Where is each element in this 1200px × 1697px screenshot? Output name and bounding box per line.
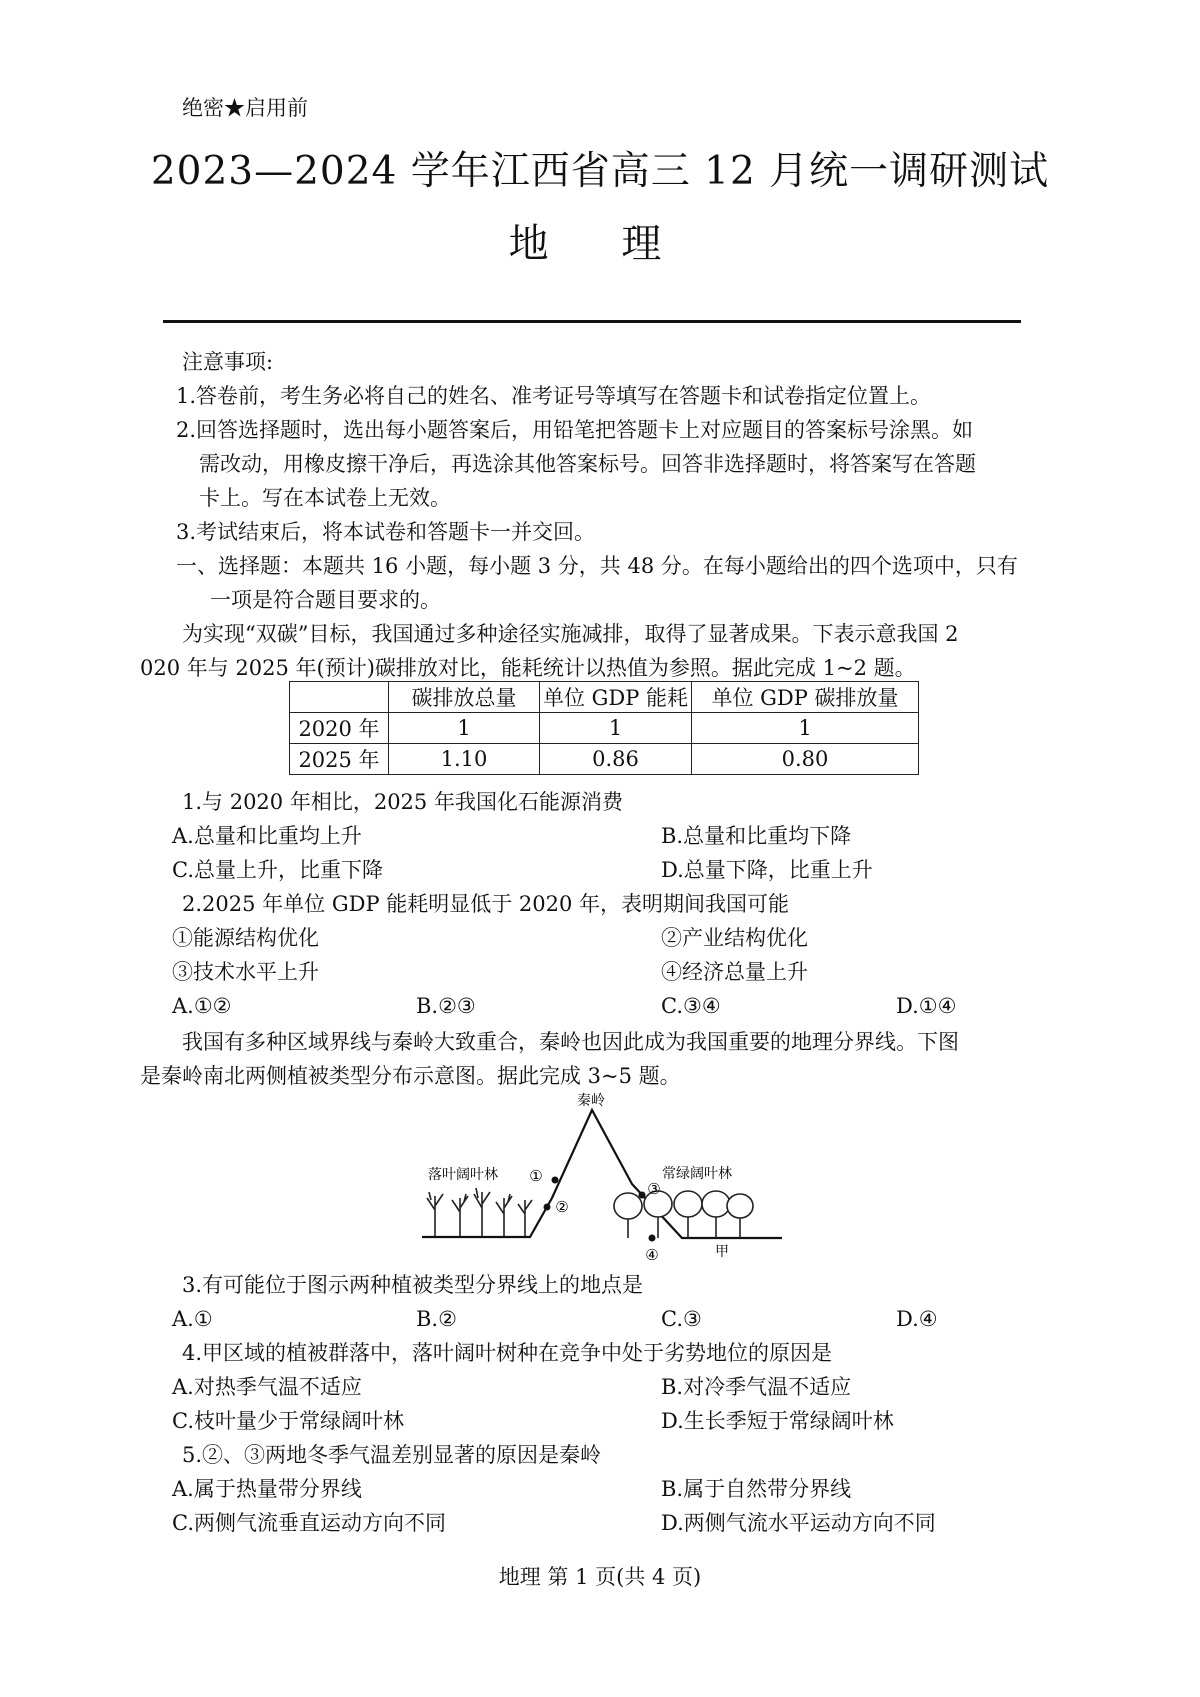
question-1-option-a[interactable]: A.总量和比重均上升 xyxy=(172,824,362,848)
intro-2-line1: 我国有多种区域界线与秦岭大致重合，秦岭也因此成为我国重要的地理分界线。下图 xyxy=(182,1030,959,1054)
question-1-option-d[interactable]: D.总量下降，比重上升 xyxy=(661,858,873,882)
question-3-option-c[interactable]: C.③ xyxy=(661,1307,702,1331)
title-divider xyxy=(163,320,1021,323)
question-2-statement-2: ②产业结构优化 xyxy=(661,926,808,950)
evergreen-trees-icon xyxy=(614,1191,753,1238)
question-3-stem: 3.有可能位于图示两种植被类型分界线上的地点是 xyxy=(182,1273,644,1297)
table-cell: 2020 年 xyxy=(290,713,389,744)
zone-jia-label: 甲 xyxy=(715,1244,729,1260)
question-5-stem: 5.②、③两地冬季气温差别显著的原因是秦岭 xyxy=(182,1443,602,1467)
table-row xyxy=(290,713,919,744)
point-2-label: ② xyxy=(555,1198,569,1216)
confidential-label: 绝密★启用前 xyxy=(182,96,308,120)
question-2-stem: 2.2025 年单位 GDP 能耗明显低于 2020 年，表明期间我国可能 xyxy=(182,892,790,916)
notice-item-1: 1.答卷前，考生务必将自己的姓名、准考证号等填写在答题卡和试卷指定位置上。 xyxy=(176,384,932,408)
table-row xyxy=(290,744,919,775)
point-4-marker xyxy=(649,1235,656,1242)
exam-title: 2023—2024 学年江西省高三 12 月统一调研测试 xyxy=(150,149,1050,194)
qinling-vegetation-diagram xyxy=(400,1088,800,1268)
question-3-option-d[interactable]: D.④ xyxy=(896,1307,938,1331)
evergreen-forest-label: 常绿阔叶林 xyxy=(662,1166,732,1182)
notice-item-3: 3.考试结束后，将本试卷和答题卡一并交回。 xyxy=(176,520,596,544)
table-cell: 1 xyxy=(692,713,919,744)
question-4-option-d[interactable]: D.生长季短于常绿阔叶林 xyxy=(661,1409,894,1433)
question-5-option-c[interactable]: C.两侧气流垂直运动方向不同 xyxy=(172,1511,446,1535)
table-header-row xyxy=(290,682,919,713)
question-1-option-b[interactable]: B.总量和比重均下降 xyxy=(661,824,852,848)
table-cell: 0.80 xyxy=(692,744,919,775)
question-2-option-c[interactable]: C.③④ xyxy=(661,994,721,1018)
point-1-marker xyxy=(552,1177,559,1184)
page-footer: 地理 第 1 页(共 4 页) xyxy=(498,1565,702,1589)
question-4-stem: 4.甲区域的植被群落中，落叶阔叶树种在竞争中处于劣势地位的原因是 xyxy=(182,1341,833,1365)
question-3-option-a[interactable]: A.① xyxy=(172,1307,213,1331)
question-2-statement-4: ④经济总量上升 xyxy=(661,960,808,984)
question-2-statement-1: ①能源结构优化 xyxy=(172,926,319,950)
table-header-cell xyxy=(290,682,389,713)
notice-item-2c: 卡上。写在本试卷上无效。 xyxy=(199,486,451,510)
carbon-emission-table xyxy=(289,681,919,775)
question-2-option-b[interactable]: B.②③ xyxy=(416,994,476,1018)
question-5-option-a[interactable]: A.属于热量带分界线 xyxy=(172,1477,362,1501)
table-cell: 1 xyxy=(540,713,692,744)
question-4-option-b[interactable]: B.对冷季气温不适应 xyxy=(661,1375,852,1399)
peak-label: 秦岭 xyxy=(577,1093,605,1109)
table-header-cell: 碳排放总量 xyxy=(389,682,540,713)
notice-heading: 注意事项: xyxy=(182,350,274,374)
question-5-option-b[interactable]: B.属于自然带分界线 xyxy=(661,1477,852,1501)
table-header-cell: 单位 GDP 碳排放量 xyxy=(692,682,919,713)
point-3-label: ③ xyxy=(647,1180,661,1198)
question-1-stem: 1.与 2020 年相比，2025 年我国化石能源消费 xyxy=(182,790,623,814)
question-1-option-c[interactable]: C.总量上升，比重下降 xyxy=(172,858,383,882)
point-2-marker xyxy=(544,1204,551,1211)
table-cell: 2025 年 xyxy=(290,744,389,775)
question-2-option-a[interactable]: A.①② xyxy=(172,994,232,1018)
point-4-label: ④ xyxy=(645,1246,659,1264)
deciduous-forest-label: 落叶阔叶林 xyxy=(428,1167,498,1183)
question-3-option-b[interactable]: B.② xyxy=(416,1307,457,1331)
question-2-option-d[interactable]: D.①④ xyxy=(896,994,957,1018)
intro-1-line1: 为实现“双碳”目标，我国通过多种途径实施减排，取得了显著成果。下表示意我国 2 xyxy=(182,622,959,646)
subject-title: 地 理 xyxy=(508,221,692,267)
table-cell: 1 xyxy=(389,713,540,744)
section-heading-line1: 一、选择题：本题共 16 小题，每小题 3 分，共 48 分。在每小题给出的四个选项中，只有 xyxy=(176,554,1018,578)
point-1-label: ① xyxy=(529,1167,543,1185)
intro-1-line2: 020 年与 2025 年(预计)碳排放对比，能耗统计以热值为参照。据此完成 1~2 题。 xyxy=(140,656,916,680)
deciduous-trees-icon xyxy=(427,1188,532,1236)
table-cell: 0.86 xyxy=(540,744,692,775)
table-header-cell: 单位 GDP 能耗 xyxy=(540,682,692,713)
question-5-option-d[interactable]: D.两侧气流水平运动方向不同 xyxy=(661,1511,936,1535)
intro-2-line2: 是秦岭南北两侧植被类型分布示意图。据此完成 3~5 题。 xyxy=(140,1064,681,1088)
question-4-option-c[interactable]: C.枝叶量少于常绿阔叶林 xyxy=(172,1409,404,1433)
notice-item-2a: 2.回答选择题时，选出每小题答案后，用铅笔把答题卡上对应题目的答案标号涂黑。如 xyxy=(176,418,974,442)
question-4-option-a[interactable]: A.对热季气温不适应 xyxy=(172,1375,362,1399)
question-2-statement-3: ③技术水平上升 xyxy=(172,960,319,984)
table-cell: 1.10 xyxy=(389,744,540,775)
notice-item-2b: 需改动，用橡皮擦干净后，再选涂其他答案标号。回答非选择题时，将答案写在答题 xyxy=(199,452,976,476)
section-heading-line2: 一项是符合题目要求的。 xyxy=(210,588,441,612)
